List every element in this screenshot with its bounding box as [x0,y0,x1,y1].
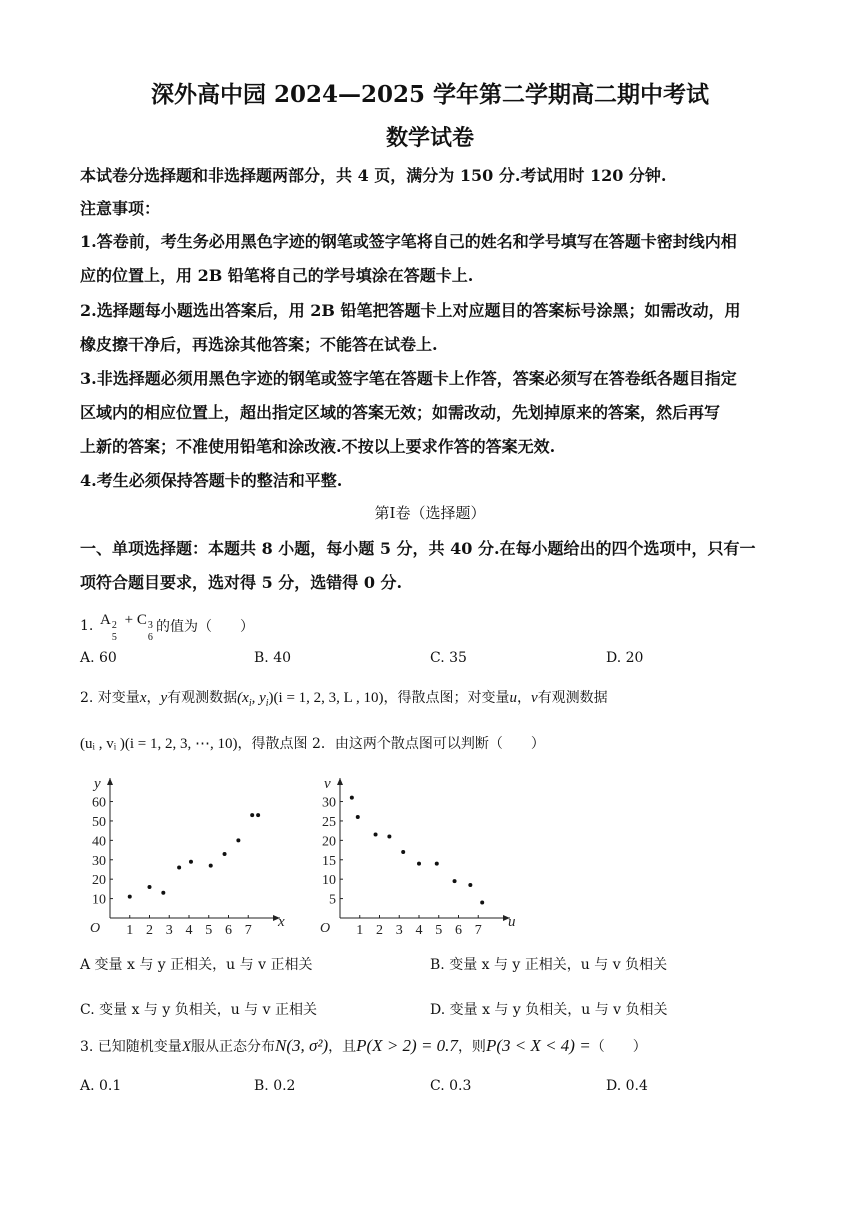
data-point [374,833,378,837]
x-tick-label: 1 [356,923,364,938]
data-point [480,900,484,904]
notice-line: 橡皮擦干净后，再选涂其他答案；不能答在试卷上. [80,335,438,354]
q3-text: 3. 已知随机变量 [80,1039,182,1055]
notice-line: 2.选择题每小题选出答案后，用 2B 铅笔把答题卡上对应题目的答案标号涂黑；如需改动，用 [80,301,741,320]
x-tick-label: 5 [435,923,443,938]
y-axis-arrow [107,778,113,785]
data-point [453,879,457,883]
question-2-line1 [80,687,608,709]
perm-letter: A [100,612,111,628]
q2-text: ，得散点图；对变量 [383,690,510,706]
q3-text: ，且 [328,1039,357,1055]
x-tick-label: 4 [415,923,423,938]
x-tick-label: 7 [244,923,252,938]
normal-dist: N(3, σ²) [274,1036,329,1055]
y-tick-label: 50 [92,814,106,830]
y-tick-label: 15 [322,853,336,869]
data-point [387,834,391,838]
comb-sub: 6 [147,632,153,643]
x-tick-label: 2 [146,923,153,938]
q2-option-b: B. 变量 x 与 y 正相关，u 与 v 负相关 [430,957,668,973]
math-part: )(i = 1, 2, 3, L , 10) [268,690,384,706]
option-d: D. 20 [606,650,644,666]
data-point [236,838,240,842]
y-tick-label: 30 [92,853,106,869]
x-tick-label: 6 [455,923,462,938]
comb-sup: 3 [147,620,153,631]
q2-text: ，得散点图 2．由这两个散点图可以判断（ ） [237,736,545,752]
y-tick-label: 10 [322,873,336,889]
data-point [435,862,439,866]
q2-text: 有观测数据 [167,690,238,706]
math-part: (x [237,690,249,706]
q2-text: ， [517,690,532,706]
y-tick-label: 20 [322,834,336,850]
var-x: x [139,690,147,706]
data-point [401,850,405,854]
notice-line: 上新的答案；不准使用铅笔和涂改液.不按以上要求作答的答案无效. [80,437,556,456]
data-point [250,813,254,817]
scatter-plot-2 [308,772,518,938]
y-axis-label: v [324,776,331,792]
math-sub: i [265,697,269,709]
question-number: 1. [80,618,94,634]
section-heading: 一、单项选择题：本题共 8 小题，每小题 5 分，共 40 分.在每小题给出的四个选项中，只有一 [80,539,756,558]
notice-line: 应的位置上，用 2B 铅笔将自己的学号填涂在答题卡上. [80,266,474,285]
permutation-symbol [100,612,157,643]
y-tick-label: 30 [322,795,336,811]
q2-option-d: D. 变量 x 与 y 负相关，u 与 v 负相关 [430,1002,668,1018]
x-axis-label: x [278,914,285,930]
var-v: v [531,690,538,706]
y-tick-label: 40 [92,834,106,850]
q3-text: （ ） [590,1039,647,1055]
notice-line: 区域内的相应位置上，超出指定区域的答案无效；如需改动，先划掉原来的答案，然后再写 [80,403,721,422]
y-axis-label: y [94,776,101,792]
page-subtitle: 数学试卷 [385,125,474,151]
data-point [223,852,227,856]
origin-label: O [320,921,331,936]
x-tick-label: 5 [205,923,213,938]
scatter-plot-1 [78,772,288,938]
comb-letter: C [136,612,147,628]
option-c: C. 35 [430,650,467,666]
q2-option-c: C. 变量 x 与 y 负相关，u 与 v 正相关 [80,1002,317,1018]
x-tick-label: 2 [376,923,383,938]
data-point [256,813,260,817]
data-point [189,860,193,864]
q3-option-b: B. 0.2 [254,1078,296,1094]
page-title: 深外高中园 2024—2025 学年第二学期高二期中考试 [150,81,710,108]
data-point [177,866,181,870]
y-tick-label: 25 [322,814,336,830]
exam-intro: 本试卷分选择题和非选择题两部分，共 4 页，满分为 150 分.考试用时 120 分钟. [80,166,667,185]
notice-line: 3.非选择题必须用黑色字迹的钢笔或签字笔在答题卡上作答，答案必须写在答卷纸各题目指定 [80,369,737,388]
notice-line: 4.考生必须保持答题卡的整洁和平整. [80,471,343,490]
x-tick-label: 6 [225,923,232,938]
q2-text: ， [146,690,161,706]
var-y: y [160,690,168,706]
perm-sup: 2 [111,620,117,631]
x-tick-label: 7 [474,923,482,938]
q3-option-c: C. 0.3 [430,1078,472,1094]
probability-ask: P(3 < X < 4) = [485,1036,591,1055]
data-point [209,864,213,868]
q3-option-a: A. 0.1 [80,1078,122,1094]
part-title: 第Ⅰ卷（选择题） [374,504,486,522]
probability-condition: P(X > 2) = 0.7 [356,1036,458,1055]
data-point [417,862,421,866]
y-tick-label: 60 [92,795,106,811]
x-axis-label: u [508,914,516,930]
question-stem: 的值为（ ） [156,619,254,635]
x-tick-label: 3 [165,923,173,938]
math-sub: i [248,697,252,709]
question-3 [80,1036,647,1056]
data-point [128,895,132,899]
q2-option-a: A 变量 x 与 y 正相关，u 与 v 正相关 [80,957,313,973]
option-b: B. 40 [254,650,292,666]
x-tick-label: 4 [185,923,193,938]
data-point [356,815,360,819]
var-u: u [509,690,518,706]
x-tick-label: 1 [126,923,134,938]
math-part: , y [251,690,266,706]
data-point [148,885,152,889]
q3-option-d: D. 0.4 [606,1078,648,1094]
math-part: (uᵢ , vᵢ )(i = 1, 2, 3, ⋯, 10) [80,736,238,752]
notice-heading: 注意事项： [80,199,161,218]
data-point [468,883,472,887]
y-tick-label: 5 [329,892,336,908]
data-point [350,796,354,800]
data-point [161,891,165,895]
section-heading-cont: 项符合题目要求，选对得 5 分，选错得 0 分. [80,573,403,592]
x-tick-label: 3 [395,923,403,938]
question-2-line2 [80,733,545,753]
plus-sign: + [124,612,134,628]
q2-text: 有观测数据 [537,690,608,706]
q3-text: ，则 [457,1039,486,1055]
perm-sub: 5 [111,632,117,643]
y-tick-label: 20 [92,873,106,889]
notice-line: 1.答卷前，考生务必用黑色字迹的钢笔或签字笔将自己的姓名和学号填写在答题卡密封线内相 [80,232,737,251]
q3-text: 服从正态分布 [190,1039,275,1055]
option-a: A. 60 [80,650,117,666]
y-axis-arrow [337,778,343,785]
q2-text: 2. 对变量 [80,690,140,706]
y-tick-label: 10 [92,892,106,908]
var-X: X [181,1039,191,1055]
origin-label: O [90,921,101,936]
